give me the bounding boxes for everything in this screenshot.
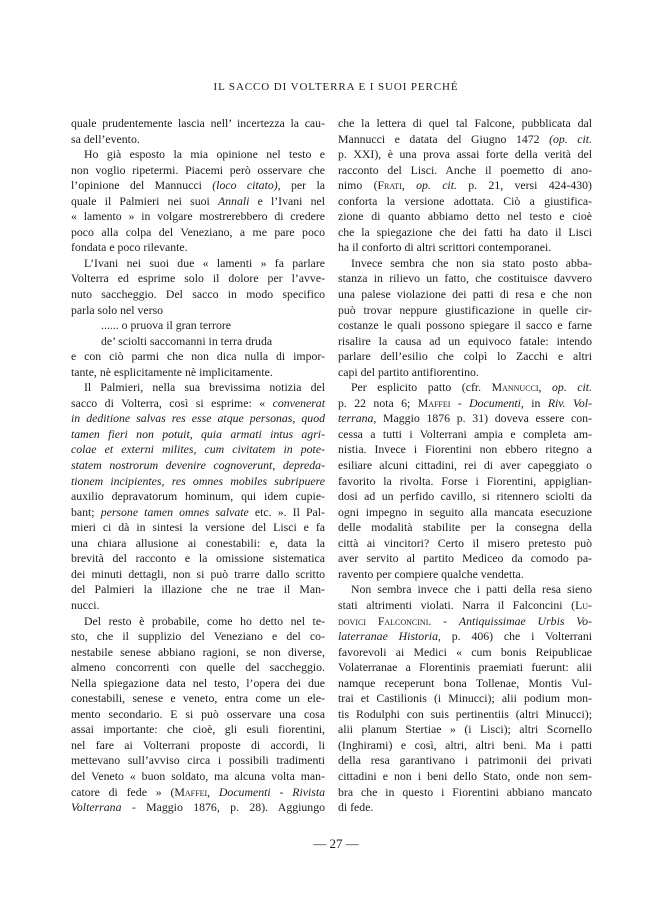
text-line (71, 147, 325, 163)
text-line (71, 645, 325, 661)
running-title: IL SACCO DI VOLTERRA E I SUOI PERCHÉ (213, 81, 459, 93)
text-segment: nistia. Invece i Fiorentini non ebbero ritegno a (338, 442, 592, 457)
text-segment: , Maggio 1876 p. 31) doveva essere con- (373, 411, 592, 426)
italic-text: op. cit. (416, 178, 457, 193)
paragraph (71, 256, 325, 318)
text-line (338, 722, 592, 738)
text-line (71, 365, 325, 381)
text-segment: zione di quanto abbiamo detto nel testo e cioè (338, 209, 592, 224)
text-line (338, 520, 592, 536)
paragraph (338, 256, 592, 380)
text-line (71, 318, 325, 334)
text-segment: del Palmieri la illazione che ne trae il Man- (71, 582, 325, 597)
text-line (338, 178, 592, 194)
verse-quote (71, 318, 325, 349)
text-segment: città ai vincitori? Certo il misero pretesto può (338, 535, 592, 550)
italic-text: in deditione salvas res esse atque personas, quod (71, 411, 325, 426)
text-segment: e l’Ivani nel (249, 193, 325, 208)
text-line (71, 691, 325, 707)
small-caps-name: Lu- (575, 597, 592, 612)
text-line (338, 614, 592, 630)
italic-text: tamen fieri non potuit, quia armati intus agri- (71, 426, 325, 441)
text-segment: Volterra ed esprime solo il dolore per l’avve- (71, 271, 325, 286)
text-line (338, 474, 592, 490)
text-line (338, 132, 592, 148)
text-segment: conforta la versione adottata. Ciò a giustifica- (338, 193, 592, 208)
italic-text: convenerat (272, 395, 325, 410)
text-line (338, 676, 592, 692)
text-line (71, 536, 325, 552)
text-segment: . - (428, 613, 459, 628)
text-segment: cessa a tutti i Volterrani ampia e completa am- (338, 426, 592, 441)
text-line (338, 334, 592, 350)
text-segment: nucci. (71, 597, 100, 612)
text-line (71, 598, 325, 614)
text-line (71, 800, 325, 816)
text-segment: capi del partito antifiorentino. (338, 364, 479, 379)
text-segment: del Veneto « buon soldato, ma alcuna volta man- (71, 768, 325, 783)
italic-text: (loco citato) (212, 178, 278, 193)
text-line (338, 116, 592, 132)
text-segment: conestabili, senese e veneto, entra come un ele- (71, 691, 325, 706)
text-segment: , per la (277, 178, 325, 193)
text-segment: stanza in rilievo un fatto, che costituisce davvero (338, 271, 592, 286)
text-segment: assai importante: che cioè, gli esuli fiorentini, (71, 722, 325, 737)
italic-text: (op. cit. (549, 131, 592, 146)
italic-text: statem nostrorum devenire cognoverunt, depreda- (71, 458, 325, 473)
text-line (71, 178, 325, 194)
text-segment: aver servito al partito Mediceo da comodo pa- (338, 551, 592, 566)
italic-text: laterranae Historia (338, 629, 438, 644)
text-segment: ravento per compiere qualche vendetta. (338, 566, 524, 581)
text-segment: parla solo nel verso (71, 302, 164, 317)
text-segment: risalire la causa ad un equivoco fatale: intendo (338, 333, 592, 348)
paragraph (71, 614, 325, 816)
text-segment: Per esplicito patto (cfr. (351, 380, 492, 395)
small-caps-name: Maffei (174, 784, 208, 799)
text-segment: , (401, 178, 417, 193)
text-segment: può trovar neppure giustificazione in quelle cir- (338, 302, 592, 317)
text-line (338, 458, 592, 474)
paragraph (71, 380, 325, 613)
text-line (338, 551, 592, 567)
text-line (338, 629, 592, 645)
text-line (71, 334, 325, 350)
text-segment: p. 22 nota 6; (338, 395, 418, 410)
text-segment: dei minuti dettagli, non si può trarre dallo scritto (71, 566, 325, 581)
text-line (338, 660, 592, 676)
text-segment: sa dell’evento. (71, 131, 140, 146)
paragraph (71, 349, 325, 380)
text-segment: di fede. (338, 800, 374, 815)
text-segment: mieri ci dà in sintesi la versione del Lisci e fa (71, 520, 325, 535)
italic-text: op. cit. (552, 380, 592, 395)
small-caps-name: Mannucci (491, 380, 539, 395)
text-segment: (Inghirami) e così, altri, altri beni. Ma i patti (338, 737, 592, 752)
text-line (338, 287, 592, 303)
text-segment: trai et Castilionis (i Minucci); alii podium mon- (338, 691, 592, 706)
text-line (338, 147, 592, 163)
text-line (338, 598, 592, 614)
italic-text: colae et externi milites, cum civitatem in pote- (71, 442, 325, 457)
text-segment: Ho già esposto la mia opinione nel testo e (84, 147, 325, 162)
small-caps-name: Maffei (417, 395, 451, 410)
italic-text: tionem incipientes, res omnes mobiles subripuere (71, 473, 325, 488)
text-segment: Volaterranae a Florentinis praemiati fuerunt: alii (338, 660, 592, 675)
paragraph (338, 380, 592, 582)
text-segment: dosi ad un perfido cavillo, si ritennero sciolti da (338, 489, 592, 504)
text-segment: Mannucci e datata del Giugno 1472 (338, 131, 550, 146)
text-line (71, 505, 325, 521)
text-line (71, 676, 325, 692)
text-segment: stati altrimenti violati. Narra il Falconcini ( (338, 597, 576, 612)
text-line (338, 536, 592, 552)
text-segment: - (450, 395, 470, 410)
text-segment: racconto del Lisci. Anche il poemetto di ano- (338, 162, 592, 177)
text-segment: L’Ivani nei suoi due « lamenti » fa parlare (84, 255, 325, 270)
text-segment: , (538, 380, 552, 395)
text-line (71, 194, 325, 210)
text-line (338, 365, 592, 381)
text-segment: sacco di Volterra, così si esprime: « (71, 395, 273, 410)
text-line (338, 738, 592, 754)
text-line (71, 489, 325, 505)
text-line (338, 691, 592, 707)
paragraph (338, 116, 592, 256)
text-line (71, 614, 325, 630)
text-segment: mento secondario. E si può osservare una cosa (71, 706, 325, 721)
text-line (338, 271, 592, 287)
italic-text: persone tamen omnes salvate (100, 504, 249, 519)
text-line (338, 769, 592, 785)
text-line (338, 707, 592, 723)
text-segment: ha il conforto di altri scrittori contemporanei. (338, 240, 552, 255)
text-segment: e con ciò parmi che non dica nulla di impor- (71, 349, 325, 364)
text-line (338, 442, 592, 458)
paragraph (71, 147, 325, 256)
text-line (71, 474, 325, 490)
text-segment: quale il Palmieri nei suoi (71, 193, 218, 208)
text-segment: sto, che il supplizio del Veneziano e del co- (71, 629, 325, 644)
text-segment: etc. ». Il Pal- (248, 504, 325, 519)
text-line (71, 660, 325, 676)
text-segment: della resa garantivano i patrimonii dei privati (338, 753, 592, 768)
text-segment: de’ sciolti saccomanni in terra druda (101, 333, 273, 348)
text-line (71, 411, 325, 427)
text-segment: che la spiegazione che dei fatti ha dato il Lisci (338, 224, 592, 239)
right-column (338, 116, 592, 816)
text-segment: p. 21, versi 424-430) (456, 178, 592, 193)
text-segment: , (207, 784, 219, 799)
text-segment: ogni impegno in seguito alla mancata esecuzione (338, 504, 592, 519)
italic-text: Antiquissimae Urbis Vo- (458, 613, 592, 628)
text-segment: alii planum Stertiae » (i Lisci); altri Scornello (338, 722, 592, 737)
text-segment: - Maggio 1876, p. 28). Aggiungo (121, 800, 325, 815)
text-line (338, 209, 592, 225)
text-line (71, 551, 325, 567)
text-line (71, 225, 325, 241)
text-line (71, 209, 325, 225)
left-column (71, 116, 325, 816)
text-segment: Nella spiegazione data nel testo, l’opera dei due (71, 675, 325, 690)
text-line (71, 427, 325, 443)
text-segment: una palese violazione dei patti di resa e che non (338, 287, 592, 302)
text-segment: p. XXI), è una prova assai forte della verità del (338, 147, 592, 162)
text-segment: Il Palmieri, nella sua brevissima notizia del (84, 380, 325, 395)
text-segment: parlare dell’esilio che colpì lo Zacchi e altri (338, 349, 592, 364)
text-segment: fondata e poco rilevante. (71, 240, 188, 255)
italic-text: Documenti (469, 395, 521, 410)
text-line (71, 380, 325, 396)
text-line (71, 396, 325, 412)
text-line (338, 225, 592, 241)
page-number: — 27 — (313, 836, 359, 851)
text-segment: favorito la rivolta. Forse i Fiorentini, appiglian- (338, 473, 592, 488)
text-segment: nestabile senese abbiano ragioni, se non diverse, (71, 644, 325, 659)
text-segment: quale prudentemente lascia nell’ incertezza la cau- (71, 116, 325, 130)
text-line (338, 349, 592, 365)
text-segment: favorevoli ai Medici « cum bonis Reipublicae (338, 644, 592, 659)
text-line (71, 287, 325, 303)
text-segment: auxilio depravatorum hominum, qui idem cupie- (71, 489, 325, 504)
text-segment: Non sembra invece che i patti della resa sieno (351, 582, 592, 597)
text-segment: bant; (71, 504, 101, 519)
text-line (71, 442, 325, 458)
text-segment: l’opinione del Mannucci (71, 178, 213, 193)
text-line (338, 411, 592, 427)
text-segment: Del resto è probabile, come ho detto nel te- (84, 613, 325, 628)
text-line (71, 349, 325, 365)
text-line (338, 318, 592, 334)
text-segment: tis Rodulphi con suis pertinentiis (altri Minucci); (338, 706, 592, 721)
text-line (71, 458, 325, 474)
text-segment: almeno concorrenti con quelle del saccheggio. (71, 660, 325, 675)
italic-text: Riv. Vol- (547, 395, 592, 410)
text-line (71, 163, 325, 179)
text-segment: , in (520, 395, 548, 410)
text-line (338, 427, 592, 443)
text-line (71, 520, 325, 536)
paragraph (71, 116, 325, 147)
text-segment: delle modalità stabilite per la consegna della (338, 520, 592, 535)
text-line (71, 582, 325, 598)
text-line (338, 256, 592, 272)
text-line (71, 240, 325, 256)
text-line (338, 645, 592, 661)
text-segment: nuto saccheggio. Del sacco in modo specifico (71, 287, 325, 302)
text-line (71, 271, 325, 287)
text-segment: « lamento » in volgare mostrerebbero di credere (71, 209, 325, 224)
text-line (338, 303, 592, 319)
small-caps-name: Frati (377, 178, 402, 193)
small-caps-name: dovici Falconcini (338, 613, 429, 628)
text-segment: , p. 406) che i Volterrani (437, 629, 592, 644)
text-line (338, 163, 592, 179)
text-segment: catore di fede » ( (71, 784, 175, 799)
text-line (71, 303, 325, 319)
text-line (71, 769, 325, 785)
text-line (338, 753, 592, 769)
text-segment: costanze le quali possono spiegare il sacco e farne (338, 318, 592, 333)
text-line (71, 738, 325, 754)
text-segment: una chiara allusione ai conestabili: e, data la (71, 535, 325, 550)
text-segment: nel fare ai Volterrani proposte di accordi, li (71, 737, 325, 752)
text-segment: ...... o pruova il gran terrore (101, 318, 232, 333)
text-line (71, 785, 325, 801)
text-segment: Invece sembra che non sia stato posto abba- (351, 255, 592, 270)
text-line (71, 629, 325, 645)
text-line (71, 722, 325, 738)
text-line (71, 132, 325, 148)
italic-text: Documenti - Rivista (218, 784, 325, 799)
text-line (338, 800, 592, 816)
text-segment: poco alla colpa del Veneziano, a me pare poco (71, 224, 325, 239)
text-line (71, 116, 325, 132)
italic-text: Volterrana (71, 800, 122, 815)
text-segment: namque receperunt bona Tollenae, Montis Vul- (338, 675, 592, 690)
text-segment: esiliare alcuni cittadini, rei di aver capeggiato o (338, 458, 592, 473)
italic-text: terrana (338, 411, 374, 426)
paragraph (338, 582, 592, 815)
text-line (71, 753, 325, 769)
text-line (338, 489, 592, 505)
text-segment: non voglio ripetermi. Piacemi però osservare che (71, 162, 325, 177)
text-segment: che la lettera di quel tal Falcone, pubblicata dal (338, 116, 592, 130)
text-line (71, 707, 325, 723)
text-segment: tante, nè esplicitamente nè implicitamente. (71, 364, 273, 379)
text-line (338, 240, 592, 256)
text-line (338, 567, 592, 583)
text-line (71, 256, 325, 272)
text-line (71, 567, 325, 583)
text-segment: nimo ( (338, 178, 378, 193)
italic-text: Annali (217, 193, 250, 208)
text-line (338, 396, 592, 412)
text-segment: brevità del racconto e la omissione sistematica (71, 551, 325, 566)
text-line (338, 194, 592, 210)
text-line (338, 505, 592, 521)
text-line (338, 785, 592, 801)
text-line (338, 582, 592, 598)
text-segment: bra che in questo i Fiorentini abbiano mancato (338, 784, 592, 799)
text-segment: mettevano sull’avviso circa i possibili tradimenti (71, 753, 325, 768)
text-segment: cittadini e non i beni dello Stato, onde non sem- (338, 768, 592, 783)
text-line (338, 380, 592, 396)
